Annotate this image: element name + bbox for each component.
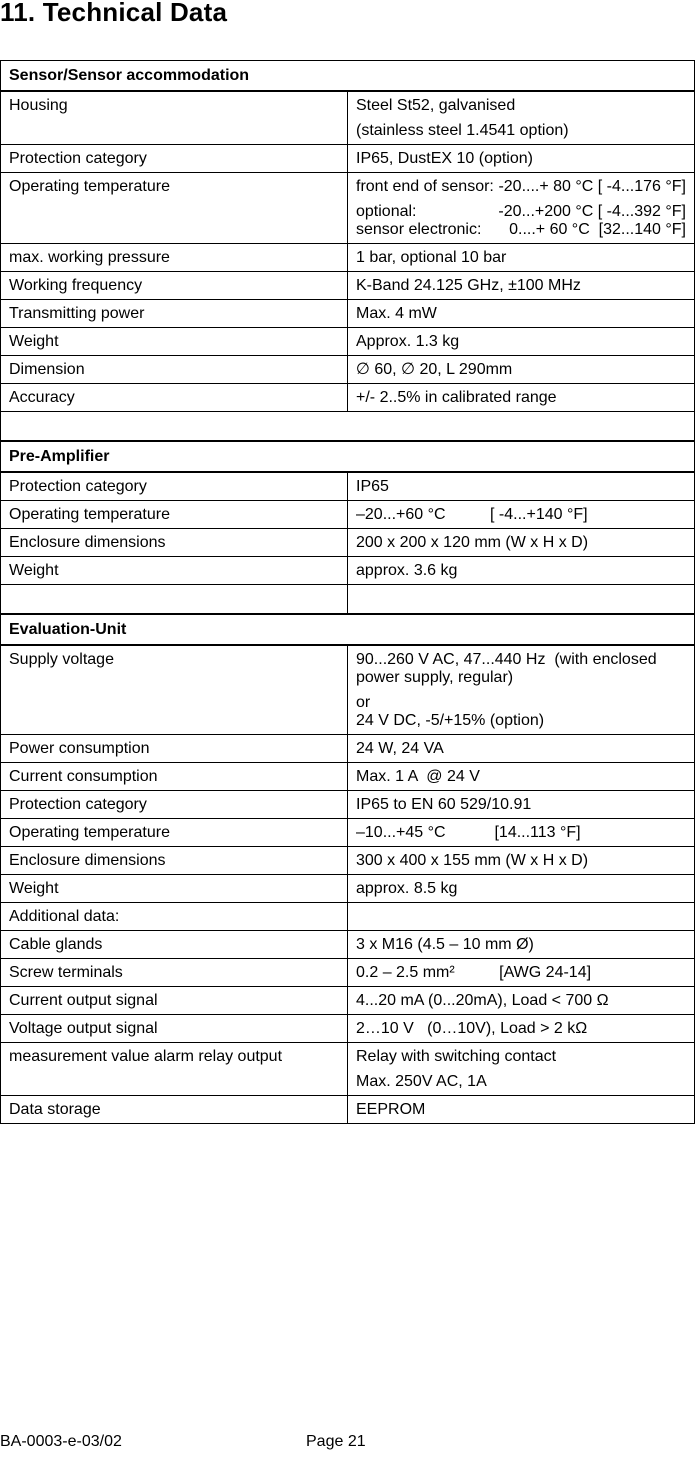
table-row: [1, 328, 695, 356]
table-row: [1, 272, 695, 300]
temp-value: -20....+ 80 °C: [498, 178, 594, 195]
spec-value: 300 x 400 x 155 mm (W x H x D): [348, 847, 695, 875]
spec-key: Current output signal: [1, 987, 348, 1015]
temp-fahrenheit: [32...140 °F]: [598, 221, 686, 238]
spec-key: Protection category: [1, 145, 348, 173]
table-row: [1, 384, 695, 412]
spec-value: Max. 1 A @ 24 V: [348, 763, 695, 791]
temp-line: [356, 221, 686, 239]
spec-value-line: or: [356, 694, 371, 711]
table-row: [1, 1096, 695, 1124]
spec-key: Current consumption: [1, 763, 348, 791]
table-row: [1, 173, 695, 244]
spec-value-line: (stainless steel 1.4541 option): [356, 122, 569, 139]
spec-key: Enclosure dimensions: [1, 847, 348, 875]
blank-cell: [348, 585, 695, 615]
spec-value-temperatures: [348, 173, 695, 244]
spec-key: Protection category: [1, 791, 348, 819]
spec-value: –10...+45 °C [14...113 °F]: [348, 819, 695, 847]
section-heading-evaluation: Evaluation-Unit: [1, 614, 695, 645]
spec-value: IP65, DustEX 10 (option): [348, 145, 695, 173]
table-row: [1, 501, 695, 529]
spec-key: Voltage output signal: [1, 1015, 348, 1043]
spec-key: Housing: [1, 91, 348, 145]
spec-key: Protection category: [1, 472, 348, 501]
spec-value: Approx. 1.3 kg: [348, 328, 695, 356]
spec-value-line: Steel St52, galvanised: [356, 97, 516, 114]
spec-value: [348, 645, 695, 735]
temp-value: 0....+ 60 °C: [509, 221, 590, 238]
spec-key: Operating temperature: [1, 819, 348, 847]
spec-value: 3 x M16 (4.5 – 10 mm Ø): [348, 931, 695, 959]
blank-row: [1, 585, 695, 615]
table-row: [1, 244, 695, 272]
spec-value: ∅ 60, ∅ 20, L 290mm: [348, 356, 695, 384]
spec-value: 4...20 mA (0...20mA), Load < 700 Ω: [348, 987, 695, 1015]
spec-key: Weight: [1, 875, 348, 903]
table-row: [1, 529, 695, 557]
table-row: [1, 931, 695, 959]
spec-value: 200 x 200 x 120 mm (W x H x D): [348, 529, 695, 557]
table-row: [1, 300, 695, 328]
spec-value: 0.2 – 2.5 mm² [AWG 24-14]: [348, 959, 695, 987]
page-number: Page 21: [306, 1433, 366, 1450]
spec-key: Operating temperature: [1, 501, 348, 529]
section-heading-preamp: Pre-Amplifier: [1, 441, 695, 472]
temp-label: optional:: [356, 203, 417, 220]
spec-value-line: 24 V DC, -5/+15% (option): [356, 712, 545, 729]
blank-row: [1, 412, 695, 442]
page-title: 11. Technical Data: [0, 0, 228, 27]
blank-cell: [1, 412, 695, 442]
temp-value: -20...+200 °C: [498, 203, 594, 220]
table-row: [1, 735, 695, 763]
spec-key: Supply voltage: [1, 645, 348, 735]
section-heading-sensor: Sensor/Sensor accommodation: [1, 61, 695, 92]
spec-value: –20...+60 °C [ -4...+140 °F]: [348, 501, 695, 529]
spec-key: Data storage: [1, 1096, 348, 1124]
spec-value: approx. 8.5 kg: [348, 875, 695, 903]
temp-line: [356, 203, 686, 221]
spec-value: +/- 2..5% in calibrated range: [348, 384, 695, 412]
document-id: BA-0003-e-03/02: [0, 1433, 122, 1450]
temp-label: front end of sensor:: [356, 178, 494, 195]
temp-fahrenheit: [ -4...176 °F]: [597, 178, 686, 195]
table-row: [1, 472, 695, 501]
spec-value: [348, 903, 695, 931]
table-row: [1, 1015, 695, 1043]
temp-label: sensor electronic:: [356, 221, 482, 238]
spec-value: EEPROM: [348, 1096, 695, 1124]
spec-key: Weight: [1, 328, 348, 356]
spec-key: max. working pressure: [1, 244, 348, 272]
spec-value: 1 bar, optional 10 bar: [348, 244, 695, 272]
spec-value: [348, 1043, 695, 1096]
spec-value: Max. 4 mW: [348, 300, 695, 328]
spec-key: Operating temperature: [1, 173, 348, 244]
blank-cell: [1, 585, 348, 615]
spec-key: Additional data:: [1, 903, 348, 931]
spec-key: Transmitting power: [1, 300, 348, 328]
spec-key: Screw terminals: [1, 959, 348, 987]
spec-value: [348, 91, 695, 145]
table-row: [1, 356, 695, 384]
table-row: [1, 91, 695, 145]
spec-value: 24 W, 24 VA: [348, 735, 695, 763]
temp-line: [356, 178, 686, 196]
spec-value: 2…10 V (0…10V), Load > 2 kΩ: [348, 1015, 695, 1043]
spec-key: Working frequency: [1, 272, 348, 300]
table-row: [1, 987, 695, 1015]
table-row: [1, 645, 695, 735]
table-row: [1, 819, 695, 847]
table-row: [1, 903, 695, 931]
spec-key: Accuracy: [1, 384, 348, 412]
spec-key: Weight: [1, 557, 348, 585]
spec-value: K-Band 24.125 GHz, ±100 MHz: [348, 272, 695, 300]
spec-key: Power consumption: [1, 735, 348, 763]
spec-key: Cable glands: [1, 931, 348, 959]
table-row: [1, 557, 695, 585]
spec-value-line: power supply, regular): [356, 669, 514, 686]
spec-value-line: Relay with switching contact: [356, 1048, 557, 1065]
table-row: [1, 791, 695, 819]
technical-data-table: [0, 60, 695, 1124]
spec-key: measurement value alarm relay output: [1, 1043, 348, 1096]
table-row: [1, 847, 695, 875]
table-row: [1, 763, 695, 791]
table-row: [1, 1043, 695, 1096]
spec-value: IP65 to EN 60 529/10.91: [348, 791, 695, 819]
spec-value-line: 90...260 V AC, 47...440 Hz (with enclosed: [356, 651, 657, 668]
table-row: [1, 875, 695, 903]
spec-value: approx. 3.6 kg: [348, 557, 695, 585]
spec-value-line: Max. 250V AC, 1A: [356, 1073, 487, 1090]
spec-key: Dimension: [1, 356, 348, 384]
table-row: [1, 145, 695, 173]
spec-value: IP65: [348, 472, 695, 501]
table-row: [1, 959, 695, 987]
temp-fahrenheit: [ -4...392 °F]: [597, 203, 686, 220]
spec-key: Enclosure dimensions: [1, 529, 348, 557]
